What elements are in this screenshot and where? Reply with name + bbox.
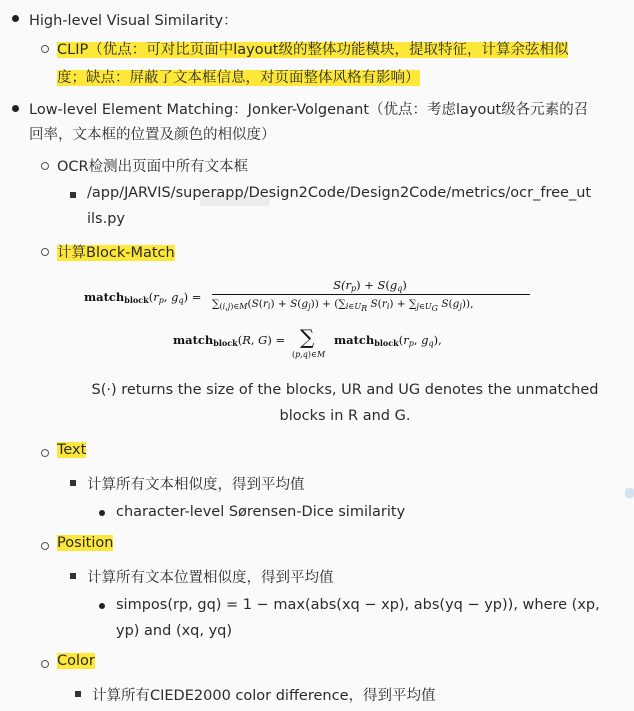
position-detail-1: simpos(rp, gq) = 1 − max(abs(xq − xp), abs(yq − yp)), where (xp, xyxy=(116,597,600,613)
clip-line-2: 度；缺点：屏蔽了文本框信息，对页面整体风格有影响） xyxy=(57,70,420,86)
color-sub: 计算所有CIEDE2000 color difference，得到平均值 xyxy=(92,688,436,704)
formula-2-sum: ∑ xyxy=(300,325,315,349)
formula-1-numerator: $S(r_p) + S(g_q)$ xyxy=(333,278,407,293)
bullet-ring-icon xyxy=(41,449,49,457)
bullet-filled-icon xyxy=(99,510,105,516)
ocr-path-2: ils.py xyxy=(87,211,126,227)
block-match-label: 计算Block-Match xyxy=(57,245,175,261)
ocr-label: OCR检测出页面中所有文本框 xyxy=(57,159,249,175)
color-label: Color xyxy=(57,653,95,669)
formula-2-sum-index: (p,q)∈M xyxy=(292,350,326,359)
formula-1-fraction-bar xyxy=(212,294,530,295)
bullet-filled-icon xyxy=(12,15,19,22)
formula-1-denominator: $\sum_{(i,j)\in M}(S(r_i) + S(g_j)) + (\sum_{i\in UR}$ $S(r_i) + \sum_{j\in UG}$ $S(g_j)$), xyxy=(212,298,474,313)
bullet-ring-icon xyxy=(41,248,49,256)
text-sub: 计算所有文本相似度，得到平均值 xyxy=(87,477,305,493)
bullet-filled-icon xyxy=(12,105,19,112)
block-note-1: S(·) returns the size of the blocks, UR and UG denotes the unmatched xyxy=(91,382,599,398)
bullet-filled-icon xyxy=(99,603,105,609)
block-note-2: blocks in R and G. xyxy=(279,408,411,424)
watermark xyxy=(625,488,634,498)
formula-2-rhs: $match_{block}(r_p$, $g_q$), xyxy=(334,333,442,348)
low-level-title-1: Low-level Element Matching：Jonker-Volgenant（优点：考虑layout级各元素的召 xyxy=(29,102,589,118)
bullet-square-icon xyxy=(70,573,76,579)
clip-line-1: CLIP（优点：可对比页面中layout级的整体功能模块，提取特征，计算余弦相似 xyxy=(57,42,569,58)
bullet-ring-icon xyxy=(41,45,49,53)
text-detail: character-level Sørensen-Dice similarity xyxy=(116,504,406,520)
position-label: Position xyxy=(57,535,114,551)
text-label: Text xyxy=(57,442,87,458)
low-level-title-2: 回率，文本框的位置及颜色的相似度） xyxy=(29,127,276,143)
bullet-square-icon xyxy=(70,480,76,486)
bullet-square-icon xyxy=(75,691,81,697)
ocr-path-1: /app/JARVIS/superapp/Design2Code/Design2Code/metrics/ocr_free_ut xyxy=(87,185,592,201)
high-level-title: High-level Visual Similarity： xyxy=(29,13,238,29)
position-detail-2: yp) and (xq, yq) xyxy=(116,623,233,639)
formula-1-lhs: $match_{block}(r_p$, $g_q$) = xyxy=(84,290,202,305)
bullet-ring-icon xyxy=(41,660,49,668)
bullet-ring-icon xyxy=(41,542,49,550)
formula-2: match$_{block}$(R, G) = xyxy=(173,333,286,348)
bullet-square-icon xyxy=(70,192,76,198)
position-sub: 计算所有文本位置相似度，得到平均值 xyxy=(87,570,334,586)
bullet-ring-icon xyxy=(41,162,49,170)
